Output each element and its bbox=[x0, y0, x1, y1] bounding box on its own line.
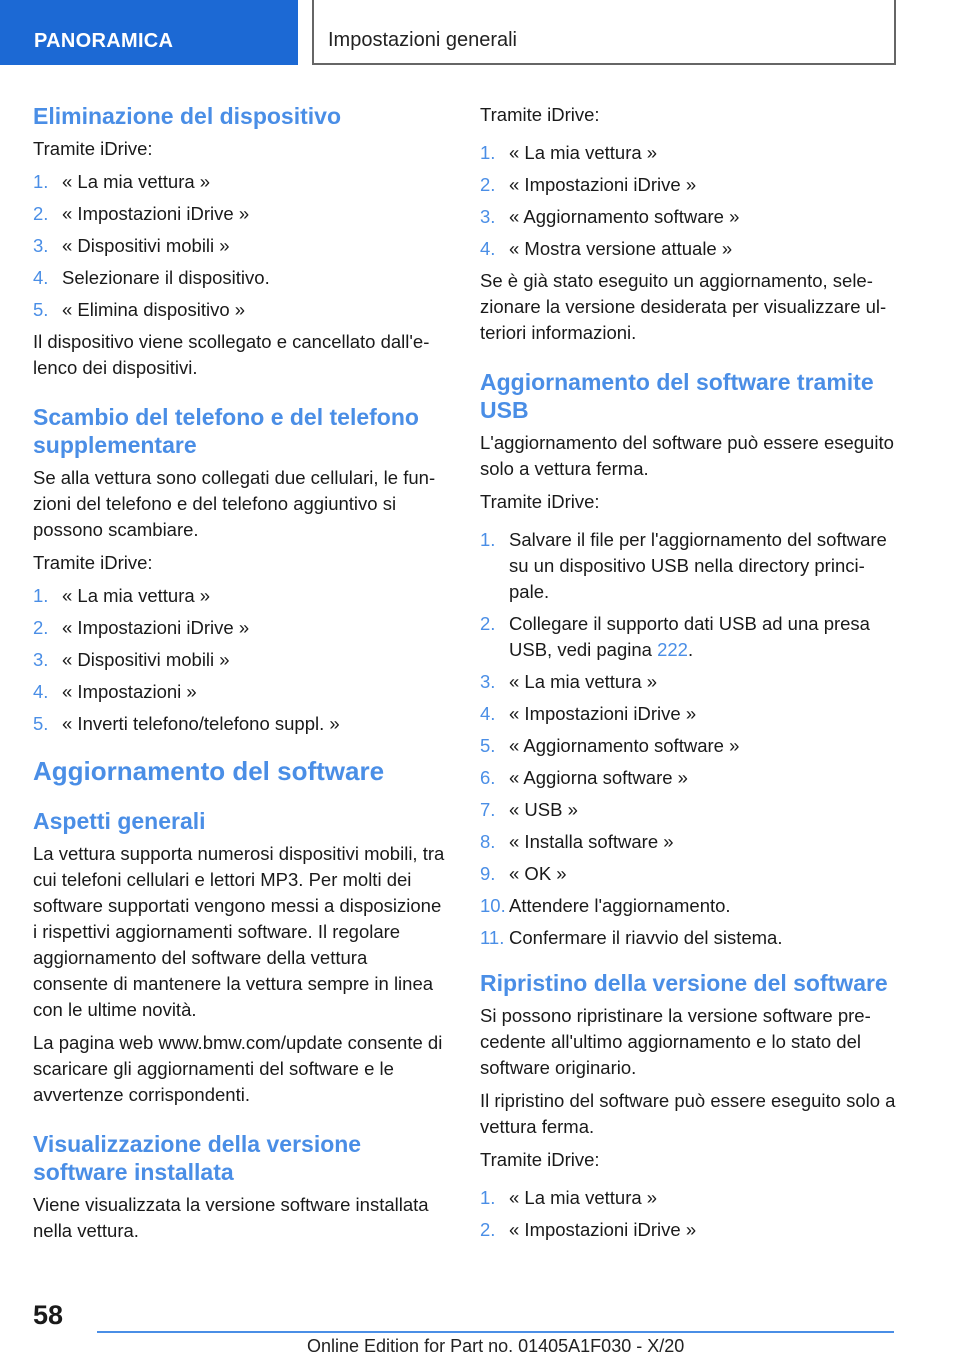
page-link[interactable]: 222 bbox=[657, 639, 688, 660]
footer-divider bbox=[97, 1331, 894, 1333]
list-item: 4. « Impostazioni » bbox=[33, 681, 197, 702]
list-item: 6. « Aggiorna software » bbox=[480, 767, 688, 788]
intro-text: Tramite iDrive: bbox=[480, 104, 600, 125]
list-item: 2. « Impostazioni iDrive » bbox=[480, 174, 697, 195]
body-text: La vettura supporta numerosi dispositivi mobili, tra cui telefoni cellulari e lettori MP3. Per molti dei software supportati vengono messi a disposizione i rispettivi aggiornamenti software. Il regolare aggiornamento del software della vettura consente di mantenere la vettura sempre in linea con le ultime novità. bbox=[33, 843, 445, 1020]
steps-versione bbox=[480, 140, 896, 262]
list-item: 2. « Impostazioni iDrive » bbox=[480, 1219, 697, 1240]
list-item: 3. « La mia vettura » bbox=[480, 671, 658, 692]
list-item: 1. Salvare il file per l'aggiornamento del software su un dispositivo USB nella directory principale. bbox=[480, 529, 887, 602]
body-text: L'aggiornamento del software può essere eseguito solo a vettura ferma. bbox=[480, 432, 894, 479]
footer-edition: Online Edition for Part no. 01405A1F030 - X/20 bbox=[307, 1336, 685, 1356]
chapter-tab-label: PANORAMICA bbox=[34, 30, 174, 52]
body-text: Il ripristino del software può essere eseguito solo a vettura ferma. bbox=[480, 1090, 896, 1137]
body-text: Si possono ripristinare la versione software precedente all'ultimo aggiornamento e lo stato del software originario. bbox=[480, 1005, 871, 1078]
list-item: 5. « Elimina dispositivo » bbox=[33, 299, 246, 320]
intro-text: Tramite iDrive: bbox=[480, 491, 600, 512]
steps-eliminazione bbox=[33, 169, 447, 323]
body-text: Se è già stato eseguito un aggiornamento, selezionare la versione desiderata per visualizzare ulteriori informazioni. bbox=[480, 270, 887, 343]
list-item: 11. Confermare il riavvio del sistema. bbox=[480, 927, 783, 948]
page-number: 58 bbox=[33, 1300, 64, 1330]
body-text: La pagina web www.bmw.com/update consente di scaricare gli aggiornamenti del software e le avvertenze corrispondenti. bbox=[33, 1032, 443, 1105]
list-item: 5. « Inverti telefono/telefono suppl. » bbox=[33, 713, 340, 734]
list-item: 5. « Aggiornamento software » bbox=[480, 735, 740, 756]
left-column bbox=[33, 102, 447, 1251]
list-item: 4. « Impostazioni iDrive » bbox=[480, 703, 697, 724]
list-item: 2. « Impostazioni iDrive » bbox=[33, 617, 250, 638]
list-item: 3. « Aggiornamento software » bbox=[480, 206, 740, 227]
section-title: Impostazioni generali bbox=[328, 29, 517, 51]
steps-ripristino bbox=[480, 1185, 896, 1243]
heading-visualizzazione: Visualizzazione della versione software installata bbox=[33, 1131, 362, 1185]
list-item: 4. « Mostra versione attuale » bbox=[480, 238, 733, 259]
intro-text: Tramite iDrive: bbox=[480, 1149, 600, 1170]
right-column bbox=[480, 102, 896, 1249]
heading-aspetti-generali: Aspetti generali bbox=[33, 808, 206, 834]
list-item: 3. « Dispositivi mobili » bbox=[33, 649, 230, 670]
heading-aggiornamento: Aggiornamento del software bbox=[33, 756, 385, 786]
intro-text: Tramite iDrive: bbox=[33, 552, 153, 573]
heading-ripristino: Ripristino della versione del software bbox=[480, 970, 888, 996]
body-text: Il dispositivo viene scollegato e cancellato dall'elenco dei dispositivi. bbox=[33, 331, 430, 378]
steps-usb bbox=[480, 527, 896, 951]
section-header bbox=[312, 0, 896, 65]
heading-eliminazione: Eliminazione del dispositivo bbox=[33, 103, 341, 129]
list-item: 10. Attendere l'aggiornamento. bbox=[480, 895, 731, 916]
list-item: 4. Selezionare il dispositivo. bbox=[33, 267, 270, 288]
list-item: 7. « USB » bbox=[480, 799, 578, 820]
list-item: 1. « La mia vettura » bbox=[33, 171, 211, 192]
list-item: 9. « OK » bbox=[480, 863, 567, 884]
list-item: 1. « La mia vettura » bbox=[480, 142, 658, 163]
steps-scambio bbox=[33, 583, 447, 737]
list-item: 1. « La mia vettura » bbox=[480, 1187, 658, 1208]
heading-usb: Aggiornamento del software tramite USB bbox=[480, 369, 874, 423]
list-item: 2. Collegare il supporto dati USB ad una presa USB, vedi pagina 222. bbox=[480, 613, 870, 660]
body-text: Viene visualizzata la versione software installata nella vettura. bbox=[33, 1194, 429, 1241]
list-item: 2. « Impostazioni iDrive » bbox=[33, 203, 250, 224]
intro-text: Tramite iDrive: bbox=[33, 138, 153, 159]
chapter-tab[interactable] bbox=[0, 0, 298, 65]
body-text: Se alla vettura sono collegati due cellulari, le funzioni del telefono e del telefono aggiuntivo si possono scambiare. bbox=[33, 467, 436, 540]
list-item: 8. « Installa software » bbox=[480, 831, 674, 852]
list-item: 3. « Dispositivi mobili » bbox=[33, 235, 230, 256]
list-item: 1. « La mia vettura » bbox=[33, 585, 211, 606]
heading-scambio: Scambio del telefono e del telefono supplementare bbox=[33, 404, 419, 458]
